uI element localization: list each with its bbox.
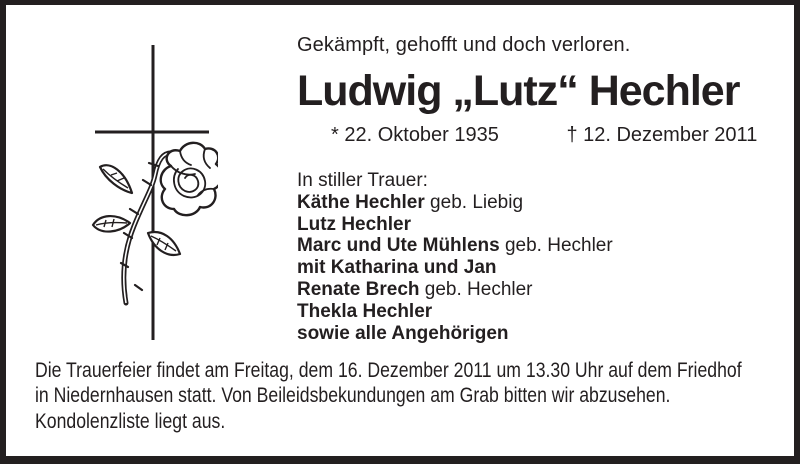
mourner-name: sowie alle Angehörigen bbox=[297, 322, 509, 344]
mourner-row bbox=[297, 192, 797, 214]
mourner-name: Renate Brech bbox=[297, 278, 420, 300]
mourner-row bbox=[297, 301, 797, 323]
rose-bloom bbox=[161, 143, 218, 215]
funeral-details bbox=[35, 358, 791, 434]
mourner-name: mit Katharina und Jan bbox=[297, 257, 497, 279]
mourner-row bbox=[297, 235, 797, 257]
mourner-name: Thekla Hechler bbox=[297, 300, 433, 322]
mourners-block bbox=[297, 170, 797, 344]
death-date: † 12. Dezember 2011 bbox=[566, 124, 758, 146]
mourner-suffix: geb. Hechler bbox=[419, 278, 533, 300]
mourner-name: Käthe Hechler bbox=[297, 191, 425, 213]
mourner-row bbox=[297, 323, 797, 345]
mourner-row bbox=[297, 279, 797, 301]
life-dates bbox=[297, 123, 797, 147]
mourner-suffix: geb. Liebig bbox=[424, 191, 524, 213]
mourner-row bbox=[297, 214, 797, 236]
mourner-name: Lutz Hechler bbox=[297, 213, 412, 235]
deceased-name: Ludwig „Lutz“ Hechler bbox=[297, 67, 740, 115]
funeral-line: Kondolenzliste liegt aus. bbox=[35, 409, 226, 433]
mourner-suffix: geb. Hechler bbox=[499, 235, 613, 257]
birth-date: * 22. Oktober 1935 bbox=[331, 124, 499, 146]
funeral-line: Die Trauerfeier findet am Freitag, dem 16. Dezember 2011 um 13.30 Uhr auf dem Friedhof bbox=[35, 359, 742, 382]
notice-text-column bbox=[297, 33, 797, 344]
mourner-name: Marc und Ute Mühlens bbox=[297, 235, 500, 257]
mourner-row bbox=[297, 257, 797, 279]
motto-line: Gekämpft, gehofft und doch verloren. bbox=[297, 34, 631, 56]
mourning-intro: In stiller Trauer: bbox=[297, 170, 428, 191]
funeral-line: in Niedernhausen statt. Von Beileidsbekundungen am Grab bitten wir abzusehen. bbox=[35, 384, 671, 408]
cross-with-rose-icon bbox=[88, 42, 218, 344]
